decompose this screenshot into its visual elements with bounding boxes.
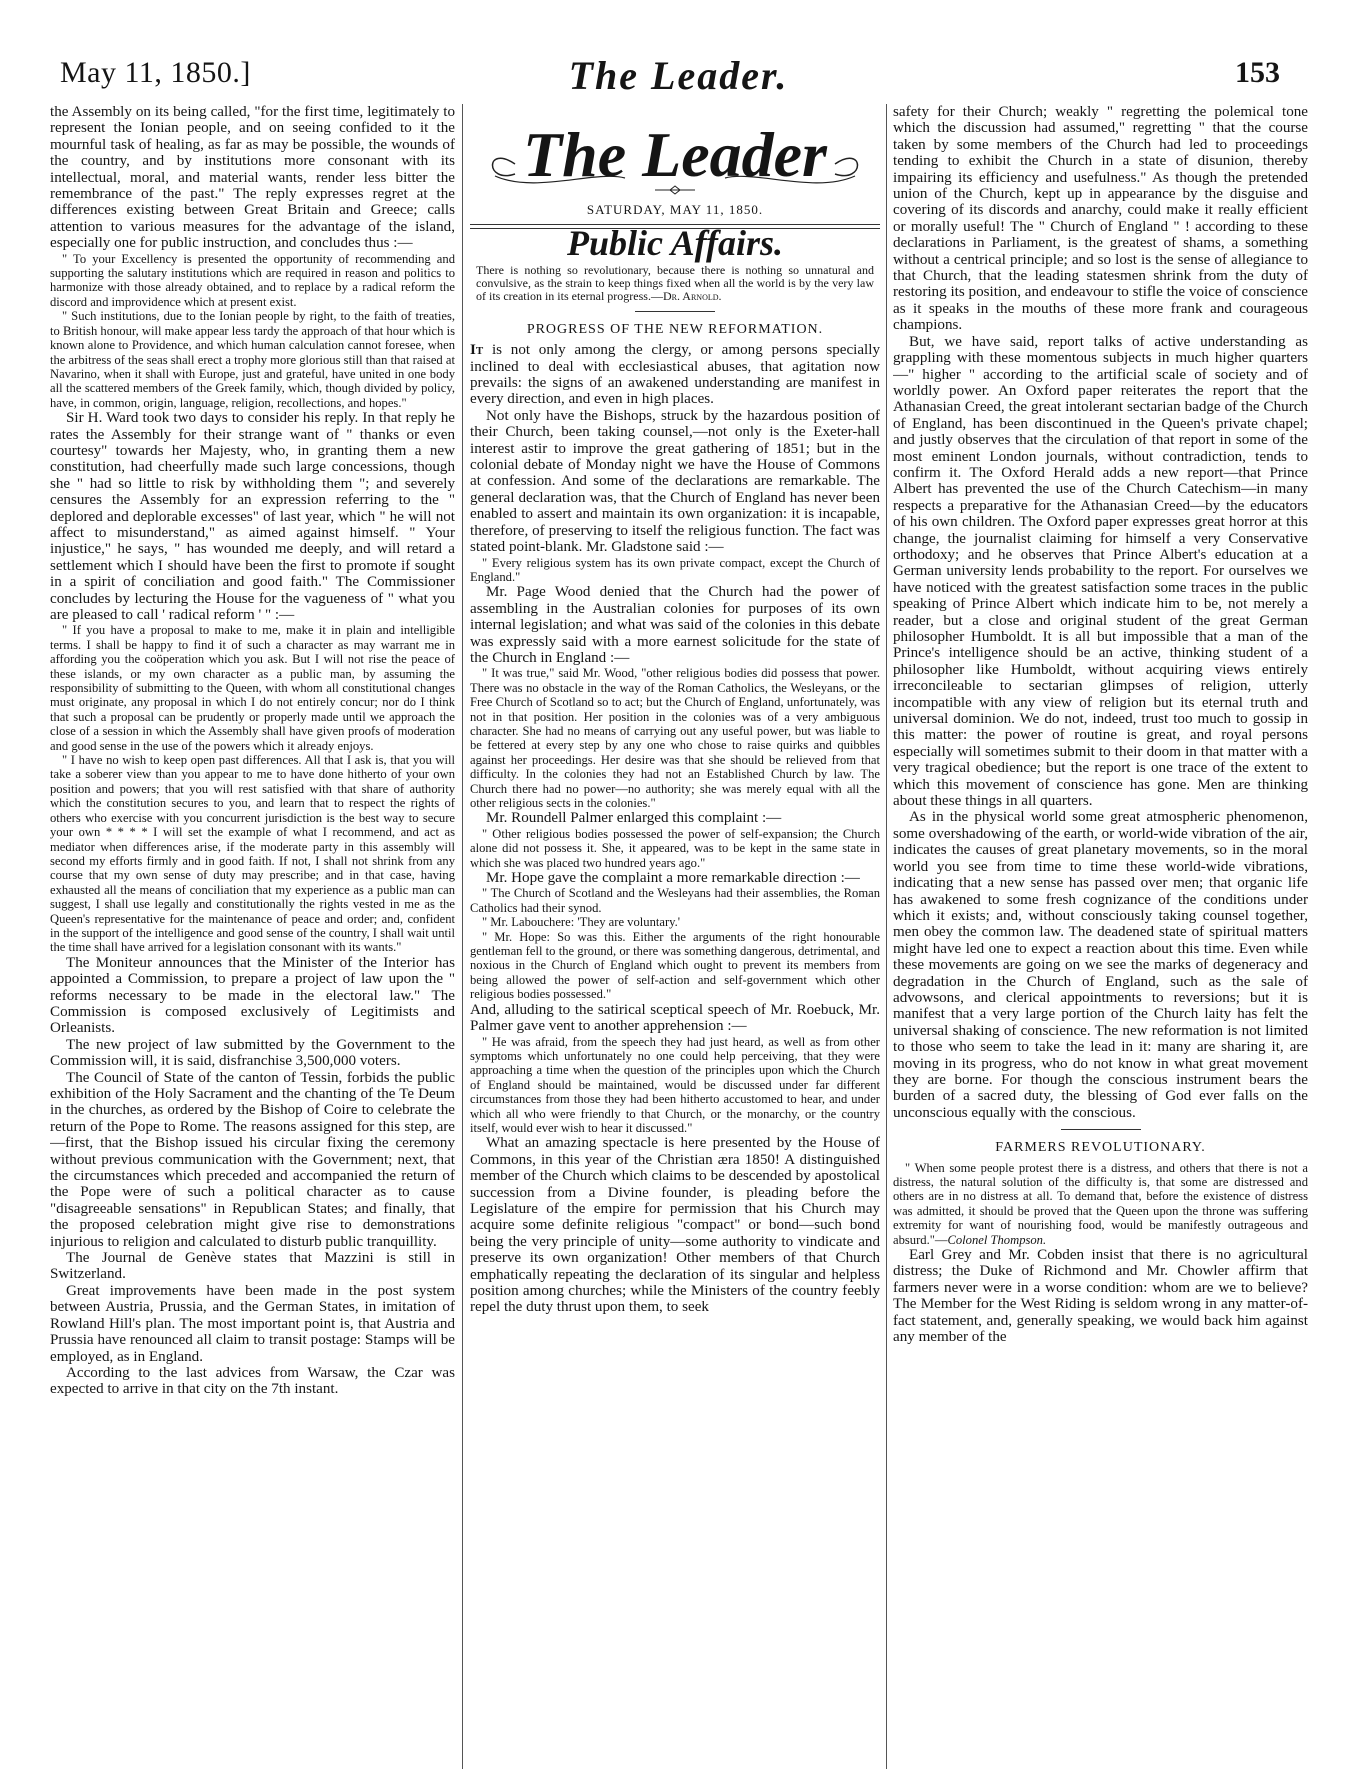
quote: " Mr. Hope: So was this. Either the arguments of the right honourable gentleman fell to the ground, or there was something dangerous, detrimental, and noxious in the Church of England which ought to prevent its members from being allowed the power of self-action and self-government which other religious bodies possessed.": [470, 929, 880, 1002]
paragraph: Earl Grey and Mr. Cobden insist that there is no agricultural distress; the Duke of Richmond and Mr. Chowler affirm that farmers never were in a worse condition: whom are we to believe? The Member for the West Riding is seldom wrong in any matter-of-fact statement, and, generally speaking, we would back him against any member of the: [893, 1247, 1308, 1346]
paragraph: Mr. Roundell Palmer enlarged this complaint :—: [486, 810, 782, 827]
paragraph: According to the last advices from Warsaw, the Czar was expected to arrive in that city on the 7th instant.: [50, 1364, 455, 1398]
paragraph: The Moniteur announces that the Minister of the Interior has appointed a Commission, to prepare a project of law upon the " reforms necessary to be made in the electoral law." The Commission is composed exclusively of Legitimists and Orleanists.: [50, 954, 455, 1037]
quote: " The Church of Scotland and the Wesleyans had their assemblies, the Roman Catholics had their synod.: [470, 886, 880, 915]
quote-text: " When some people protest there is a distress, and others that there is not a distress, the natural solution of the difficulty is, that some are distressed and others are in no distress at all. To demand that, before the existence of distress was admitted, it should be proved that the Queen upon the throne was suffering extremity for want of nourishing food, would be manifestly outrageous and absurd."—: [893, 1160, 1308, 1247]
paragraph: The Council of State of the canton of Tessin, forbids the public exhibition of the Holy Sacrament and the chanting of the Te Deum in the churches, as ordered by the Bishop of Coire to celebrate the return of the Pope to Rome. The reasons assigned for this step, are—first, that the Bishop issued his circular fixing the ceremony without previous communication with the Government; next, that the circumstances which preceded and accompanied the return of the Pope were of such a political character as to cause "disagreeable sensations" in Republican States; and finally, that the proposed celebration might give rise to demonstrations injurious to religion and calculated to disturb public tranquillity.: [50, 1069, 455, 1250]
divider: [635, 311, 715, 312]
header-title: The Leader.: [568, 53, 789, 98]
quote: [893, 1161, 1308, 1247]
quote: " He was afraid, from the speech they had just heard, as well as from other symptoms which unfortunately no one could help perceiving, that they were approaching a time when the question of the principles upon which the Church of England should be maintained, would be discussed under far different circumstances from those they had been hitherto accustomed to hear, and under which all who were friendly to that Church, or the monarchy, or the country itself, would ever wish to hear it discussed.": [470, 1034, 880, 1135]
paragraph: The new project of law submitted by the Government to the Commission will, it is said, disfranchise 3,500,000 voters.: [50, 1036, 455, 1070]
epigraph: [476, 264, 874, 303]
paragraph: Sir H. Ward took two days to consider his reply. In that reply he rates the Assembly for their strange want of " thanks or even courtesy" towards her Majesty, who, in granting them a new constitution, had cheerfully made such large concessions, though she " had so little to risk by withholding them "; and severely censures the Assembly for an expression referring to the " deplored and deplorable excesses" of last year, which " he will not affect to misunderstand," as aimed against himself. " Your injustice," he says, " has wounded me deeply, and will retard a settlement which I should have been the first to promote if sought in a spirit of conciliation and good faith." The Commissioner concludes by lecturing the House for the vagueness of " what you are pleased to call ' radical reform ' " :—: [50, 410, 455, 623]
paragraph: safety for their Church; weakly " regretting the polemical tone which the discussion had assumed," regretting " that the course taken by some members of the Church had led to proceedings tending to exhibit the Church in a state of disunion, thereby impairing its efficiency and usefulness." As though the pretended union of the Church, kept up in appearance by the disguise and covering of its discords and anarchy, could make it really efficient or morally useful! The " Church of England " ! according to these declarations in Parliament, is the greatest of shams, a something without a centrical principle; and so lost is the sense of allegiance to that Church, that the leading statesmen shrink from the duty of restoring its position, and endeavour to stifle the voice of conscience as it speaks in the mouths of these more frank and courageous champions.: [893, 104, 1308, 334]
quote: " If you have a proposal to make to me, make it in plain and intelligible terms. I shall be happy to find it of such a character as may warrant me in affording you the coöperation which you ask. But I will not rise the peace of these islands, or my own character as a public man, by assuming the responsibility of submitting to the Queen, with whom all constitutional changes must originate, any proposal in which I do not entirely concur; nor do I think that such a proposal can be prudently or properly made until we approach the close of a session in which the Assembly shall have given proofs of moderation and good sense in the use of the powers which it already enjoys.: [50, 623, 455, 753]
divider: [1061, 1129, 1141, 1130]
lead-word: It: [470, 342, 484, 359]
masthead-logo: [475, 104, 875, 200]
paragraph: As in the physical world some great atmospheric phenomenon, some overshadowing of the earth, or world-wide vibration of the air, indicates the causes of great planetary movements, so in the moral world you see from time to time these world-wide vibrations, indicating that a new sense has passed over men; that organic life has awakened to some fresh cognizance of the conditions under which it exists; and, without consciously taking counsel together, men obey the common law. The deadened state of spiritual matters might have led one to expect a reaction about this time. Even while these movements are going on we see the marks of degeneracy and degradation in the Church of England, such as the sale of advowsons, and clerical appointments to reversions; but it is manifest that a very large portion of the Church laity has felt the universal shaking of conscience. The new reformation is not limited to those who seem to take the lead in it: many are sharing it, are moving in its progress, who do not know in what great movement they are borne. For though the conscious instrument bears the burden of a sacred duty, the blessing of God ever falls on the unconscious equally with the conscious.: [893, 809, 1308, 1121]
masthead: [470, 104, 880, 229]
paragraph: Great improvements have been made in the post system between Austria, Prussia, and the German States, in imitation of Rowland Hill's plan. The most important point is, that Austria and Prussia have renounced all claim to transit postage: Stamps will be employed, as in England.: [50, 1282, 455, 1365]
column-rule: [886, 104, 887, 1769]
column-3: [893, 104, 1308, 1774]
quote-author: Colonel Thompson.: [947, 1232, 1047, 1247]
paragraph: Mr. Hope gave the complaint a more remarkable direction :—: [486, 870, 860, 887]
article-title: FARMERS REVOLUTIONARY.: [995, 1140, 1206, 1156]
section-title: Public Affairs.: [566, 223, 784, 264]
quote: " Other religious bodies possessed the power of self-expansion; the Church alone did not possess it. She, it appeared, was to be kept in the same state in which she was placed two hundred years ago.": [470, 826, 880, 870]
paragraph: Not only have the Bishops, struck by the hazardous position of their Church, been taking counsel,—not only is the Exeter-hall interest astir to improve the great gathering of 1851; but in the colonial debate of Monday night we have the House of Commons at confession. And some of the declarations are remarkable. The general declaration was, that the Church of England has never been enabled to assert and maintain its own organization: it is incapable, therefore, of preserving to itself the religious function. The fact was stated point-blank. Mr. Gladstone said :—: [470, 407, 880, 556]
column-rule: [462, 104, 463, 1769]
quote: " It was true," said Mr. Wood, "other religious bodies did possess that power. There was no obstacle in the way of the Roman Catholics, the Wesleyans, or the Free Church of Scotland so to act; but the Church of England, unfortunately, was not in that position. Her position in the colonies was of a very ambiguous character. She had no means of carrying out any useful power, but was liable to be fettered at every step by any one who chose to raise quirks and quibbles against her proceedings. Her desire was that she should be relieved from that difficulty. In the colonies they had not an Established Church by law. The Church there had no power—no authority; she was merely equal with all the other religious sects in the colonies.": [470, 666, 880, 810]
header-date: May 11, 1850.]: [60, 56, 251, 89]
paragraph-text: is not only among the clergy, or among persons specially inclined to deal with ecclesiastical abuses, that agitation now prevails: the signs of an awakened understanding are manifest in every direction, and even in high places.: [470, 342, 880, 408]
quote: " Every religious system has its own private compact, except the Church of England.": [470, 555, 880, 584]
epigraph-author: Dr. Arnold.: [662, 288, 722, 303]
quote: " Mr. Labouchere: 'They are voluntary.': [482, 915, 681, 930]
quote: " Such institutions, due to the Ionian people by right, to the faith of treaties, to British honour, will make appear less tardy the approach of that hour which is known alone to Providence, and which human calculation cannot foresee, when the arbitress of the seas shall erect a trophy more glorious still than that raised at Navarino, when it shall with Europe, just and grateful, have united in one body all the scattered members of the Greek family, which, though divided by policy, have, in common, origin, language, religion, recollections, and hopes.": [50, 309, 455, 410]
paragraph: The Journal de Genève states that Mazzini is still in Switzerland.: [50, 1250, 455, 1283]
paragraph: Mr. Page Wood denied that the Church had the power of assembling in the Australian colonies for purposes of its own internal legislation; and what was said of the colonies in this debate was expressly said with a more earnest solicitude for the state of the Church in England :—: [470, 584, 880, 666]
article-title: PROGRESS OF THE NEW REFORMATION.: [526, 321, 824, 337]
masthead-title: The Leader: [523, 119, 827, 190]
quote: " I have no wish to keep open past differences. All that I ask is, that you will take a soberer view than you appear to me to have done hitherto of your own position and powers; that you will rest satisfied with that share of authority which the constitution secures to you, and learn that to respect the rights of others who exercise with you concurrent jurisdiction is the best way to secure your own * * * * I will set the example of what I recommend, and act as mediator when differences arise, if the moderate party in this assembly will second my efforts firmly and in good faith. If not, I shall not shrink from any course that my own sense of duty may prescribe; and in that case, having exhausted all the means of conciliation that my experience as a public man can suggest, I shall use legally and constitutionally the rights vested in me as the Queen's representative for the maintenance of peace and order; and, confident in the support of the intelligence and good sense of the country, I shall wait until the time shall have arrived for a legislation consonant with its wants.": [50, 753, 455, 955]
paragraph: [470, 342, 880, 408]
paragraph: the Assembly on its being called, "for the first time, legitimately to represent the Ionian people, and on seeing confided to it the mournful task of healing, as far as may be possible, the wounds of the country, and by institutions more consonant with its intellectual, moral, and material wants, render less bitter the remembrance of the past." The reply expresses regret at the differences existing between Great Britain and Greece; calls attention to various measures for the advantage of the island, especially one for public instruction, and concludes thus :—: [50, 104, 455, 252]
page-header: [30, 52, 1320, 100]
paragraph: But, we have said, report talks of active understanding as grappling with these momentous subjects in much higher quarters—" higher " according to the artificial scale of society and of worldly power. An Oxford paper reiterates the report that the Athanasian Creed, the great intolerant sectarian badge of the Church of England, has been discontinued in the Queen's private chapel; and justly observes that the circulation of that report in some of the most eminent London journals, without contradiction, tends to confirm it. The Oxford Herald adds a new report—that Prince Albert has prevented the use of the Church Catechism—in many respects a preparative for the Athanasian Creed—by the educators of his own children. The Oxford paper expresses great horror at this change, the journalist claiming for himself a very Conservative orthodoxy; and he observes that Prince Albert's education at a German university lends probability to the report. For ourselves we have noticed with the greatest satisfaction some traces in the public speaking of Prince Albert which indicate him to be, not merely a reader, but a close and original student of the great German philosopher Humboldt. It is all but impossible that a man of the Prince's intelligence should be an active, thinking student of a philosopher like Humboldt, without acquiring views entirely irreconcileable to sectarian glimpses of religion, utterly incompatible with any view of religion but its eternal truth and universal dominion. We do not, indeed, trust too much to gossip in this matter: the power of routine is great, and royal persons especially will sometimes submit to their doom in that matter with a very tragical obedience; but the report is one trace of the extent to which this movement of conscience has gone. Men are thinking about these things in all quarters.: [893, 333, 1308, 810]
paragraph: And, alluding to the satirical sceptical speech of Mr. Roebuck, Mr. Palmer gave vent to another apprehension :—: [470, 1001, 880, 1035]
masthead-date: SATURDAY, MAY 11, 1850.: [586, 202, 764, 217]
epigraph-text: There is nothing so revolutionary, because there is nothing so unnatural and convulsive, as the strain to keep things fixed when all the world is by the very law of its creation in its eternal progress.—: [476, 262, 874, 303]
paragraph: What an amazing spectacle is here presented by the House of Commons, in this year of the Christian æra 1850! A distinguished member of the Church which claims to be descended by apostolical succession from a Divine founder, is pleading before the Legislature of the empire for permission that his Church may acquire some definite religious "compact" or bond—such bond being the very principle of unity—some authority to vindicate and preserve its own organization! Other members of that Church emphatically repeating the declaration of its singular and helpless position among churches; while the Ministers of the country feebly repel the duty thrust upon them, to seek: [470, 1135, 880, 1316]
page-number: 153: [1235, 56, 1280, 89]
column-1: [50, 104, 455, 1774]
quote: " To your Excellency is presented the opportunity of recommending and supporting the salutary institutions which are required in reason and politics to harmonize with those already obtained, and to replace by a radical reform the discord and improvidence which at present exist.: [50, 251, 455, 309]
column-2: [470, 104, 880, 1774]
